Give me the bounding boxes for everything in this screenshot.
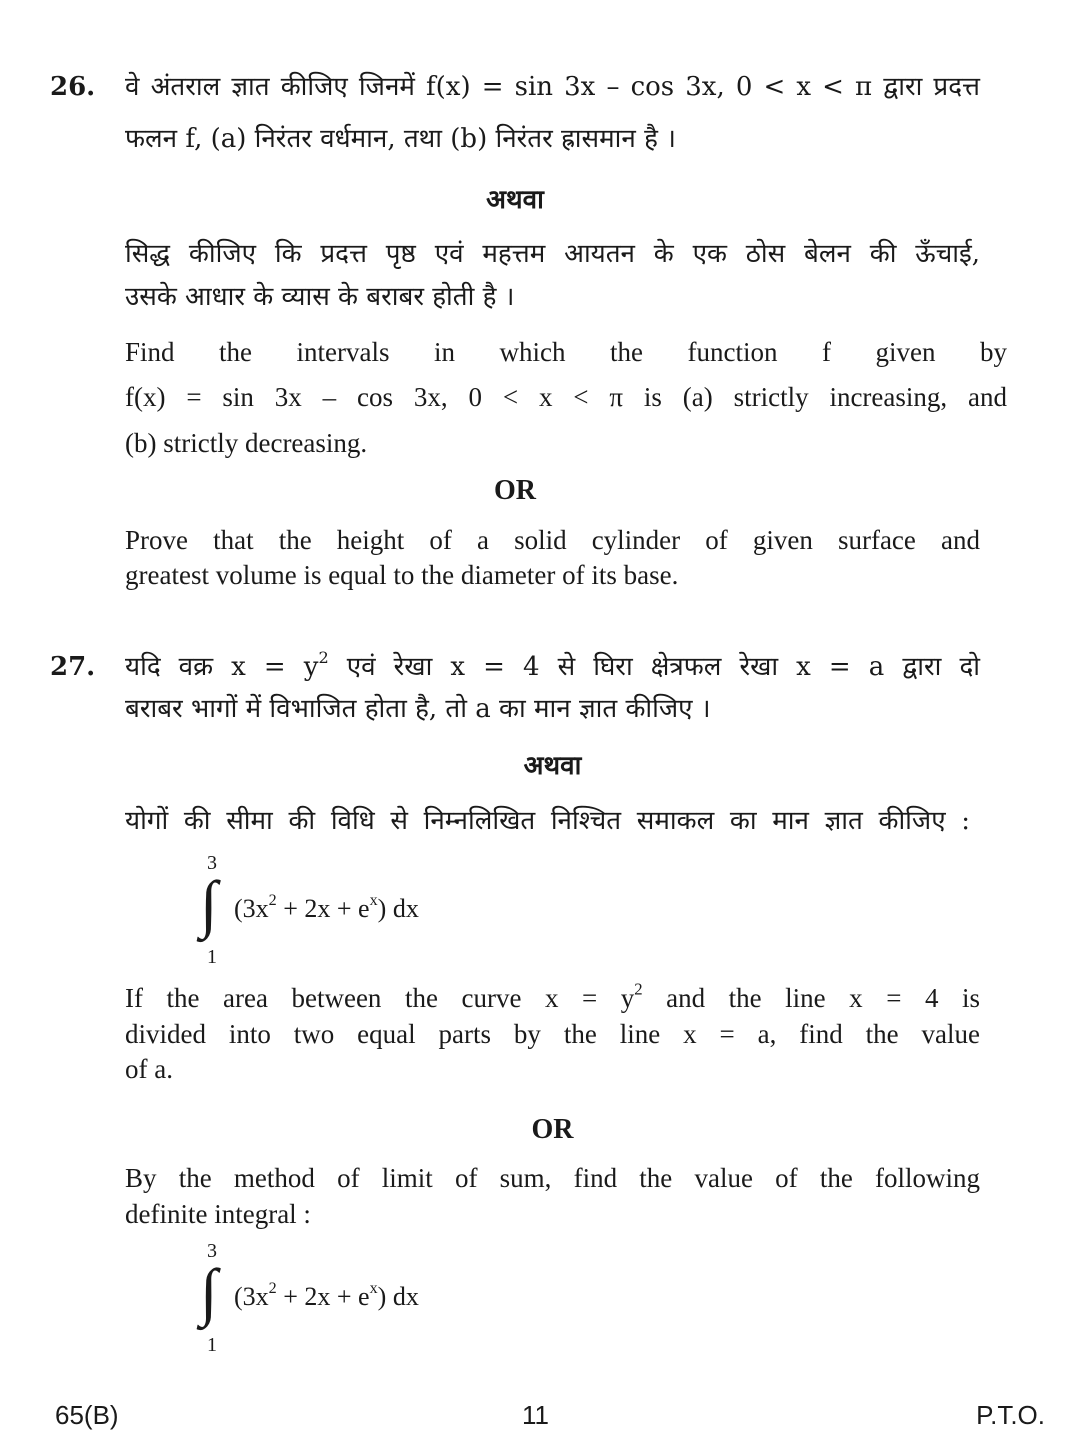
q26-english-or-line-1: Prove that the height of a solid cylinder of given surface and bbox=[125, 525, 980, 555]
q27-english-line-3: of a. bbox=[125, 1054, 173, 1084]
page-number: 11 bbox=[522, 1400, 549, 1430]
integral-upper-limit: 3 bbox=[207, 852, 217, 874]
integral-expression: $(3x^2 + 2x + e^x)$ dx bbox=[234, 1279, 419, 1311]
q27-hindi-integral bbox=[200, 850, 520, 970]
q26-english-line-1: Find the intervals in which the function f given by bbox=[125, 337, 1007, 367]
paper-code: 65(B) bbox=[55, 1400, 119, 1430]
please-turn-over: P.T.O. bbox=[976, 1400, 1045, 1430]
q27-hindi-or: अथवा bbox=[523, 751, 582, 781]
q27-english-or-line-2: definite integral : bbox=[125, 1199, 311, 1229]
integral-sign: ∫ bbox=[200, 868, 218, 939]
q26-english-or-line-2: greatest volume is equal to the diameter of its base. bbox=[125, 560, 679, 590]
q26-hindi-line-2: फलन f, (a) निरंतर वर्धमान, तथा (b) निरंतर ह्रासमान है । bbox=[125, 124, 677, 154]
q26-english-line-3: (b) strictly decreasing. bbox=[125, 428, 368, 458]
integral-sign: ∫ bbox=[200, 1256, 218, 1327]
q26-hindi-or-line-2: उसके आधार के व्यास के बराबर होती है । bbox=[125, 282, 515, 312]
question-number-26: 26. bbox=[50, 72, 96, 102]
question-number-27: 27. bbox=[50, 652, 96, 682]
q27-english-or: OR bbox=[531, 1114, 574, 1145]
q26-english-or: OR bbox=[494, 475, 536, 506]
q26-hindi-or: अथवा bbox=[486, 185, 544, 215]
q27-english-or-line-1: By the method of limit of sum, find the value of the following bbox=[125, 1163, 980, 1193]
q27-english-integral bbox=[200, 1238, 520, 1358]
q27-hindi-line-1: यदि वक्र $x = y^2$ एवं रेखा x = 4 से घिरा क्षेत्रफल रेखा x = a द्वारा दो bbox=[125, 647, 980, 682]
integral-lower-limit: 1 bbox=[207, 1334, 217, 1356]
integral-expression: $(3x^2 + 2x + e^x)$ dx bbox=[234, 891, 419, 923]
integral-upper-limit: 3 bbox=[207, 1240, 217, 1262]
q26-hindi-line-1: वे अंतराल ज्ञात कीजिए जिनमें f(x) = sin 3x – cos 3x, 0 < x < π द्वारा प्रदत्त bbox=[125, 72, 980, 102]
integral-lower-limit: 1 bbox=[207, 946, 217, 968]
q26-english-line-2: f(x) = sin 3x – cos 3x, 0 < x < π is (a) strictly increasing, and bbox=[125, 382, 1007, 412]
q27-hindi-or-line-1: योगों की सीमा की विधि से निम्नलिखित निश्चित समाकल का मान ज्ञात कीजिए : bbox=[125, 806, 970, 836]
q26-hindi-or-line-1: सिद्ध कीजिए कि प्रदत्त पृष्ठ एवं महत्तम आयतन के एक ठोस बेलन की ऊँचाई, bbox=[125, 239, 980, 269]
q27-english-line-2: divided into two equal parts by the line x = a, find the value bbox=[125, 1019, 980, 1049]
q27-hindi-line-2: बराबर भागों में विभाजित होता है, तो a का मान ज्ञात कीजिए । bbox=[125, 694, 711, 724]
q27-english-line-1: If the area between the curve $x = y^2$ and the line x = 4 is bbox=[125, 979, 980, 1013]
